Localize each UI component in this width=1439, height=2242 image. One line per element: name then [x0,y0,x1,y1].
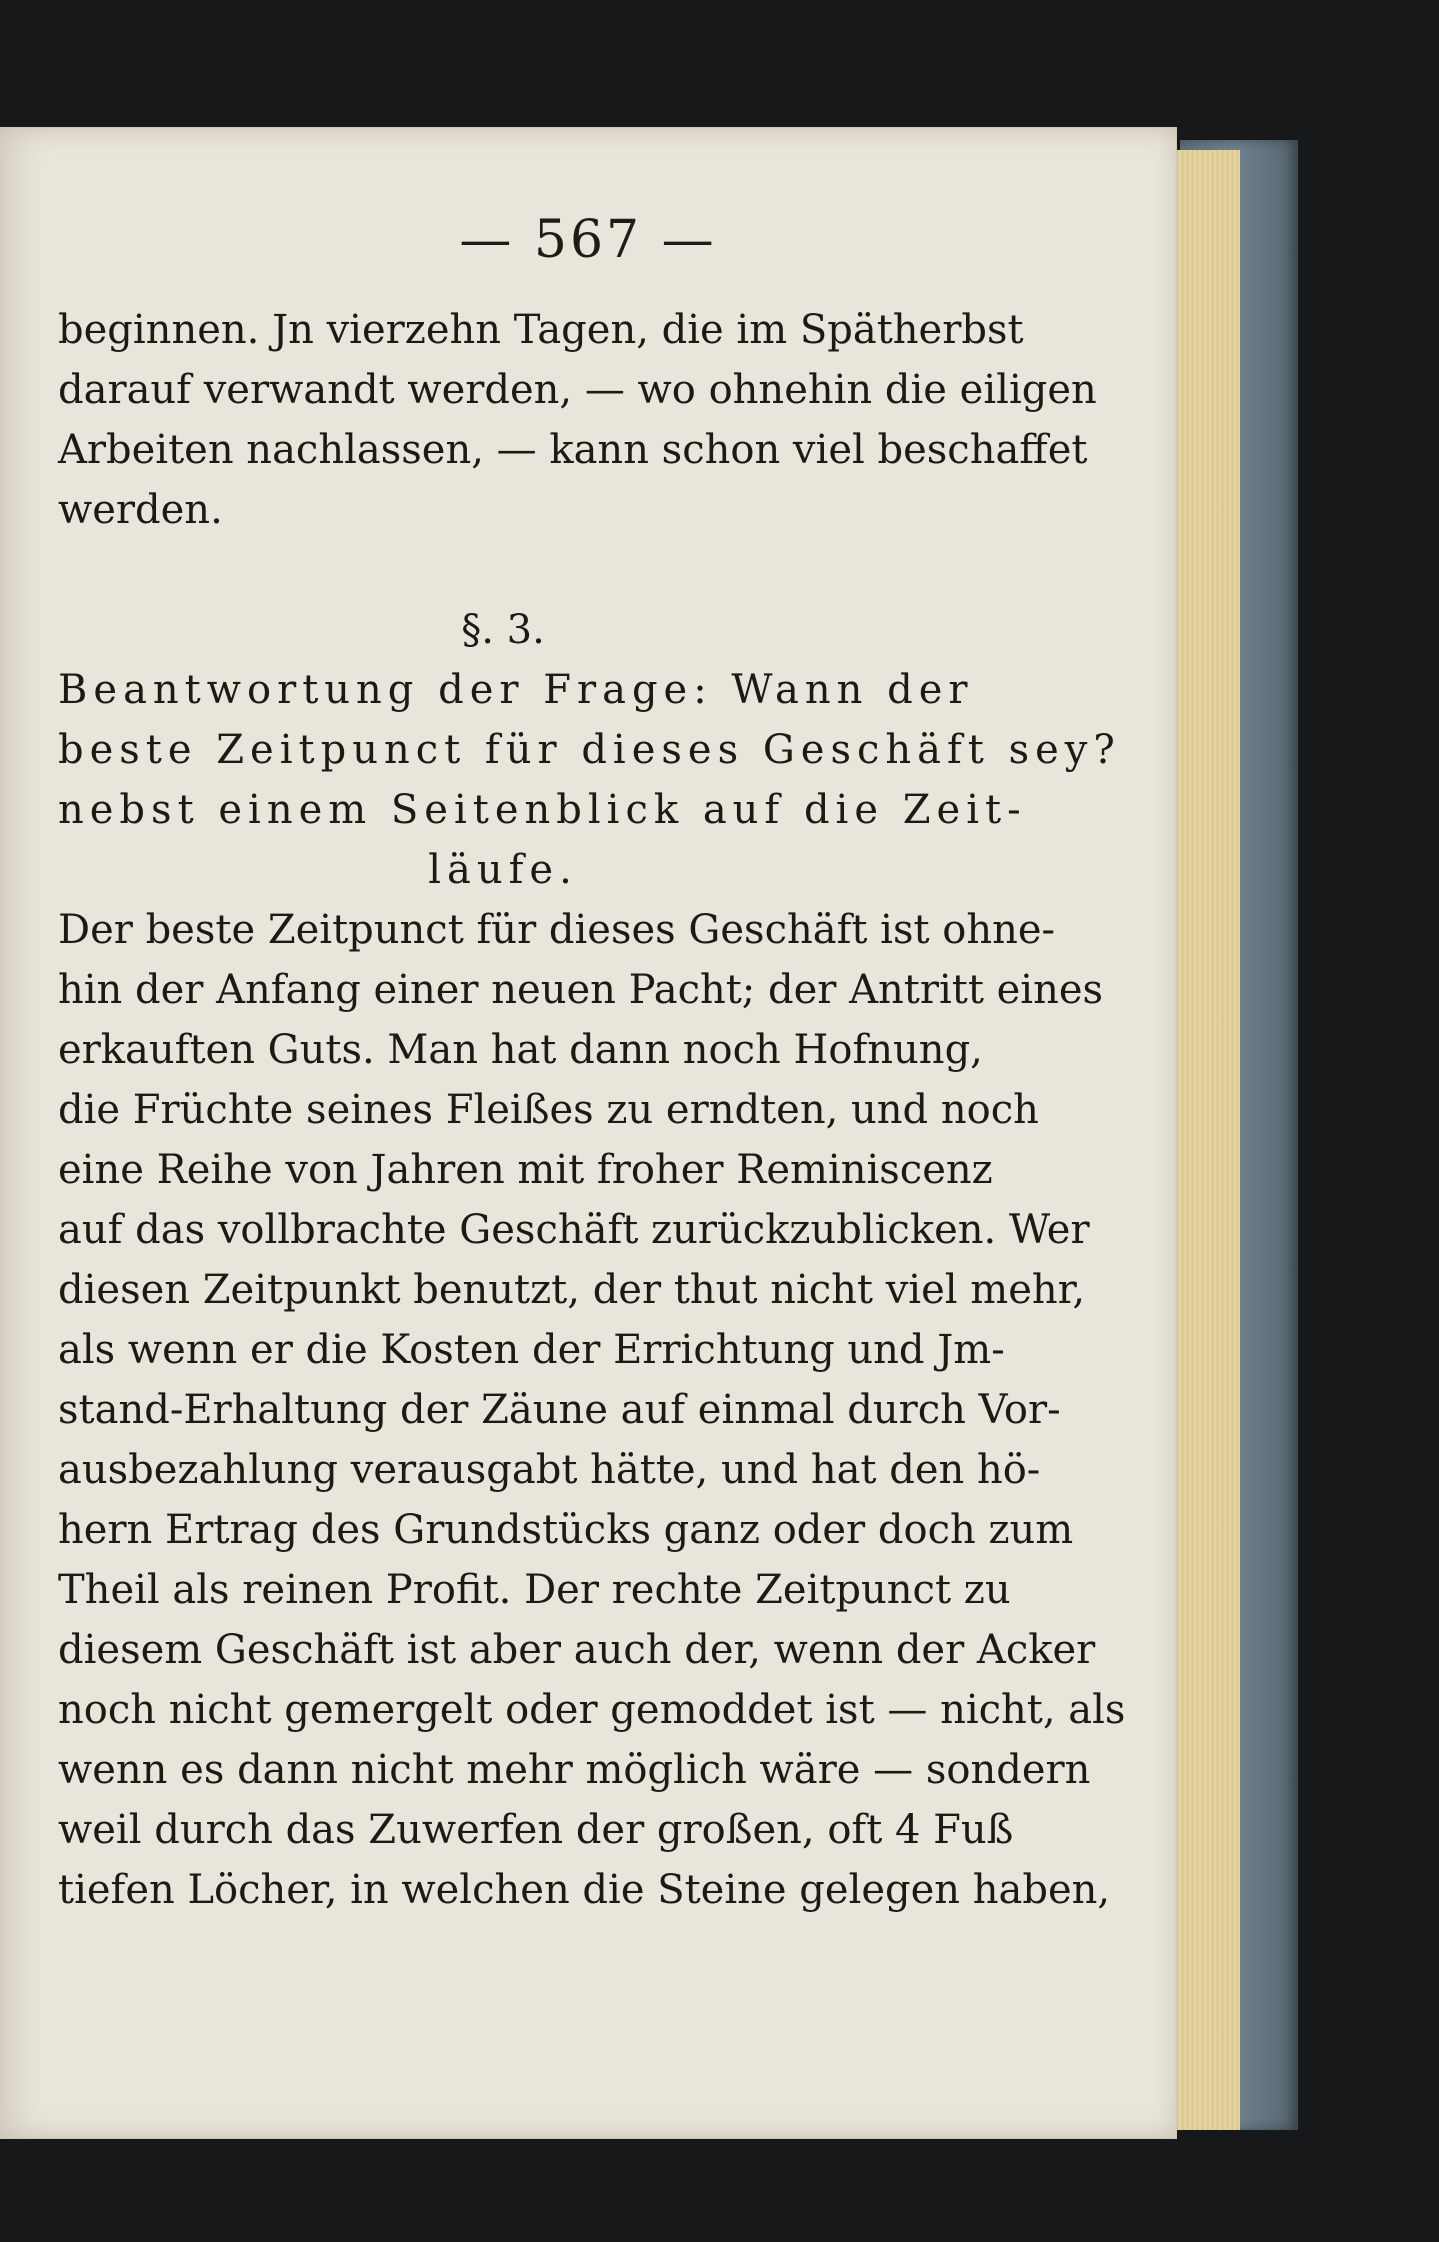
text-line: darauf verwandt werden, — wo ohnehin die eiligen [58,367,1097,413]
text-line: beginnen. Jn vierzehn Tagen, die im Spätherbst [58,307,1024,353]
heading-line: Beantwortung der Frage: Wann der [58,667,974,713]
text-line: als wenn er die Kosten der Errichtung und Jm- [58,1327,1005,1373]
text-line: tiefen Löcher, in welchen die Steine gelegen haben, [58,1867,1111,1913]
text-line: auf das vollbrachte Geschäft zurückzublicken. Wer [58,1207,1090,1253]
text-line: Arbeiten nachlassen, — kann schon viel beschaffet [58,427,1088,473]
text-line: hern Ertrag des Grundstücks ganz oder doch zum [58,1507,1074,1553]
text-line: stand-Erhaltung der Zäune auf einmal durch Vor- [58,1387,1061,1433]
text-line: werden. [58,487,223,533]
text-line: hin der Anfang einer neuen Pacht; der Antritt eines [58,967,1104,1013]
section-number: §. 3. [461,607,545,653]
text-line: weil durch das Zuwerfen der großen, oft 4 Fuß [58,1807,1014,1853]
text-line: erkauften Guts. Man hat dann noch Hofnung, [58,1027,983,1073]
text-line: diesen Zeitpunkt benutzt, der thut nicht viel mehr, [58,1267,1086,1313]
heading-line: läufe. [428,847,578,893]
heading-line: beste Zeitpunct für dieses Geschäft sey? [58,727,1121,773]
text-line: diesem Geschäft ist aber auch der, wenn der Acker [58,1627,1096,1673]
text-line: noch nicht gemergelt oder gemoddet ist — nicht, als [58,1687,1126,1733]
text-line: eine Reihe von Jahren mit froher Reminiscenz [58,1147,993,1193]
page-number: — 567 — [459,210,717,270]
text-line: Der beste Zeitpunct für dieses Geschäft ist ohne- [58,907,1056,953]
text-line: wenn es dann nicht mehr möglich wäre — sondern [58,1747,1091,1793]
text-line: Theil als reinen Profit. Der rechte Zeitpunct zu [58,1567,1011,1613]
text-line: ausbezahlung verausgabt hätte, und hat den hö- [58,1447,1041,1493]
heading-line: nebst einem Seitenblick auf die Zeit- [58,787,1027,833]
text-line: die Früchte seines Fleißes zu erndten, und noch [58,1087,1039,1133]
